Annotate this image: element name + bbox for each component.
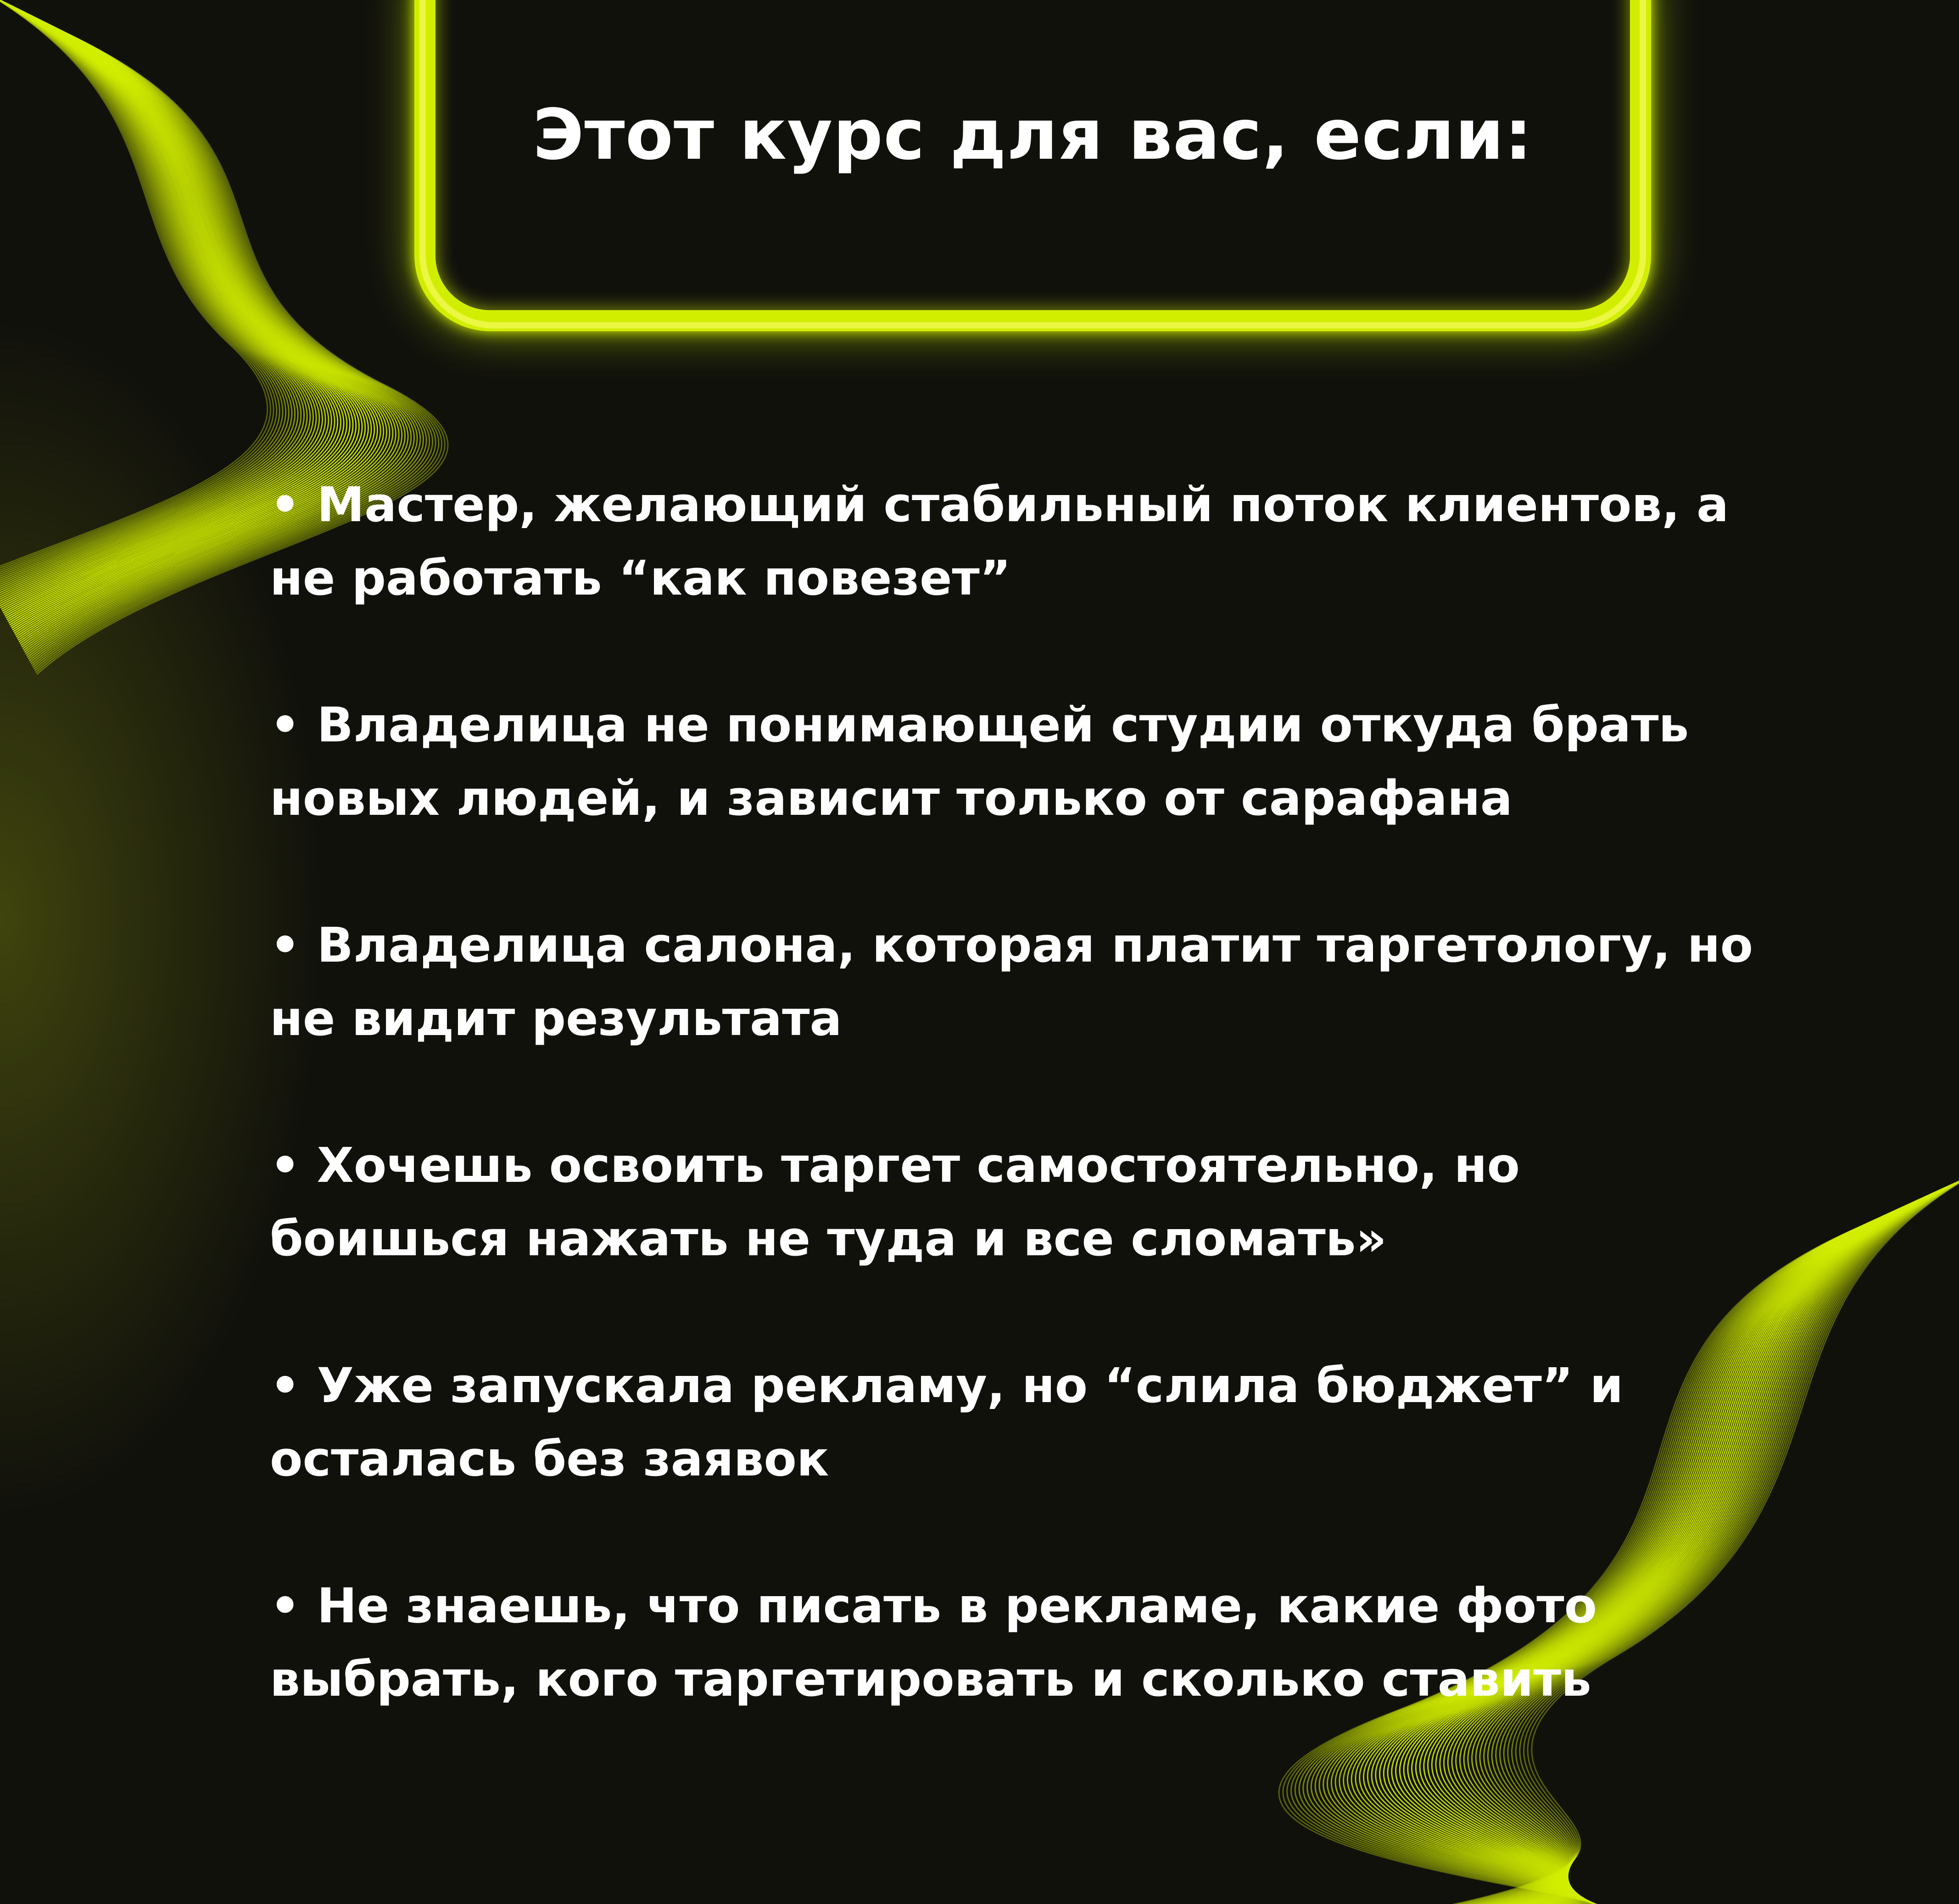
list-item-line-2: не видит результата — [270, 991, 842, 1047]
list-item — [270, 1129, 1830, 1275]
audience-list — [270, 468, 1830, 1789]
list-item-line-2: новых людей, и зависит только от сарафана — [270, 770, 1513, 826]
list-item-line-2: осталась без заявок — [270, 1431, 829, 1487]
list-item-line-1: • Владелица салона, которая платит таргетологу, но — [270, 917, 1753, 973]
page-title: Этот курс для вас, если: — [532, 94, 1533, 175]
list-item-line-1: • Хочешь освоить таргет самостоятельно, но — [270, 1137, 1520, 1193]
list-item-line-2: боишься нажать не туда и все сломать» — [270, 1211, 1387, 1267]
list-item-line-1: • Уже запускала рекламу, но “слила бюджет” и — [270, 1358, 1624, 1414]
list-item-line-1: • Владелица не понимающей студии откуда брать — [270, 697, 1689, 753]
list-item-line-1: • Не знаешь, что писать в рекламе, какие фото — [270, 1578, 1597, 1634]
list-item-line-1: • Мастер, желающий стабильный поток клиентов, а — [270, 477, 1729, 533]
list-item — [270, 468, 1830, 615]
list-item-line-2: не работать “как повезет” — [270, 550, 1011, 606]
list-item — [270, 1569, 1830, 1716]
list-item — [270, 1349, 1830, 1496]
list-item — [270, 688, 1830, 835]
list-item-line-2: выбрать, кого таргетировать и сколько ставить — [270, 1651, 1591, 1707]
list-item — [270, 908, 1830, 1055]
